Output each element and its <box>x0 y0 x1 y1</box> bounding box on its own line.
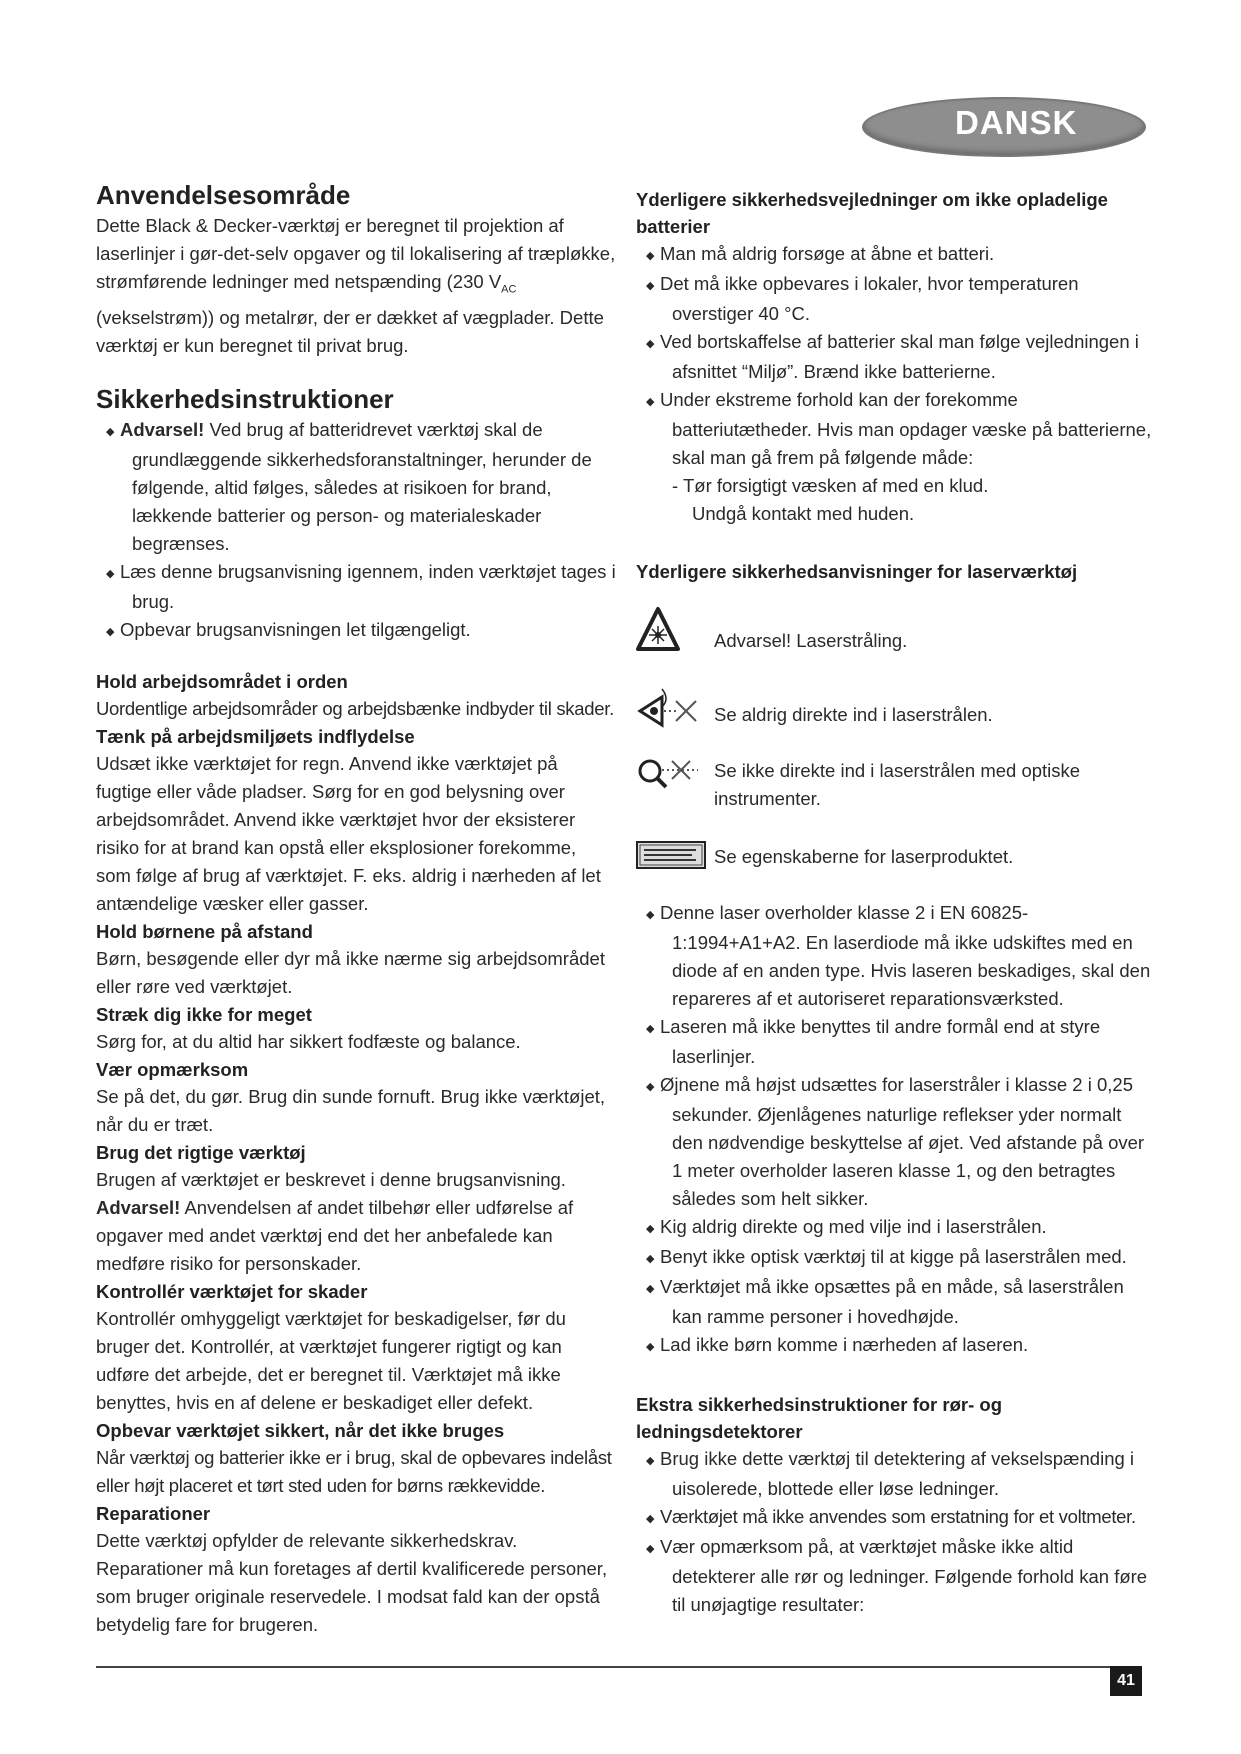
heading-batteries: Yderligere sikkerhedsvejledninger om ikke opladelige batterier <box>636 189 1108 237</box>
icon-row <box>636 753 1156 833</box>
subheading: Brug det rigtige værktøj <box>96 1141 306 1163</box>
subheading: Tænk på arbejdsmiljøets indflydelse <box>96 725 415 747</box>
icon-row <box>636 833 1156 899</box>
use-subscript: AC <box>501 283 517 296</box>
list-item: ◆ Værktøjet må ikke opsættes på en måde, så laserstrålen kan ramme personer i hovedhøjde. <box>646 1276 1124 1327</box>
icon-text: Se ikke direkte ind i laserstrålen med optiske instrumenter. <box>714 760 1081 809</box>
paragraph: Når værktøj og batterier ikke er i brug, skal de opbevares indelåst eller højt placeret et tørt sted uden for børns rækkevidde. <box>96 1446 612 1496</box>
list-item: ◆ Man må aldrig forsøge at åbne et batteri. <box>646 243 995 264</box>
right-column <box>636 186 1156 1619</box>
laser-warning-icon <box>636 605 706 655</box>
heading-safety: Sikkerhedsinstruktioner <box>96 383 394 414</box>
page-number: 41 <box>1110 1666 1142 1696</box>
paragraph: Børn, besøgende eller dyr må ikke nærme sig arbejdsområdet eller røre ved værktøjet. <box>96 947 605 997</box>
icon-text: Advarsel! Laserstråling. <box>714 630 908 651</box>
paragraph: Brugen af værktøjet er beskrevet i denne brugsanvisning. <box>96 1168 566 1190</box>
list-item: ◆ Værktøjet må ikke anvendes som erstatning for et voltmeter. <box>646 1506 1136 1527</box>
subheading: Hold børnene på afstand <box>96 920 313 942</box>
list-item: ◆ Kig aldrig direkte og med vilje ind i laserstrålen. <box>646 1216 1047 1237</box>
subheading: Opbevar værktøjet sikkert, når det ikke bruges <box>96 1419 505 1441</box>
paragraph: Uordentlige arbejdsområder og arbejdsbænke indbyder til skader. <box>96 697 614 719</box>
use-text-a: Dette Black & Decker-værktøj er beregnet til projektion af laserlinjer i gør-det-selv opgaver og til lokalisering af træpløkke, strømførende ledninger med netspænding (230 V <box>96 215 616 292</box>
list-item: ◆ Vær opmærksom på, at værktøjet måske ikke altid detekterer alle rør og ledninger. Følgende forhold kan føre til unøjagtige resultater: <box>646 1536 1148 1615</box>
paragraph: Se på det, du gør. Brug din sunde fornuft. Brug ikke værktøjet, når du er træt. <box>96 1085 606 1135</box>
icon-row <box>636 685 1156 753</box>
subheading: Reparationer <box>96 1502 211 1524</box>
paragraph: Sørg for, at du altid har sikkert fodfæste og balance. <box>96 1030 521 1052</box>
list-item: ◆ Læs denne brugsanvisning igennem, inden værktøjet tages i brug. <box>106 560 616 612</box>
icon-text: Se aldrig direkte ind i laserstrålen. <box>714 704 993 725</box>
laser-label-icon <box>636 833 706 883</box>
list-item: ◆ Denne laser overholder klasse 2 i EN 60825-1:1994+A1+A2. En laserdiode må ikke udskiftes med en diode af en anden type. Hvis laseren beskadiges, skal den repareres af et autoriseret reparationsværksted. <box>646 902 1151 1009</box>
paragraph: Kontrollér omhyggeligt værktøjet for beskadigelser, før du bruger det. Kontrollér, at værktøjet fungerer rigtigt og kan udføre det arbejde, det er beregnet til. Værktøjet må ikke benyttes, hvis en af delene er beskadiget eller defekt. <box>96 1307 566 1413</box>
subheading: Vær opmærksom <box>96 1058 249 1080</box>
language-tab-label: DANSK <box>955 104 1078 141</box>
icon-row <box>636 605 1156 685</box>
footer-rule <box>96 1666 1142 1668</box>
magnifier-beam-icon <box>636 753 706 803</box>
heading-laser: Yderligere sikkerhedsanvisninger for laserværktøj <box>636 561 1078 582</box>
subheading: Kontrollér værktøjet for skader <box>96 1280 368 1302</box>
icon-text: Se egenskaberne for laserproduktet. <box>714 846 1014 867</box>
list-item: ◆ Benyt ikke optisk værktøj til at kigge på laserstrålen med. <box>646 1246 1127 1267</box>
paragraph: Dette værktøj opfylder de relevante sikkerhedskrav. Reparationer må kun foretages af dertil kvalificerede personer, som bruger originale reservedele. I modsat fald kan der opstå betydelig fare for brugeren. <box>96 1529 608 1635</box>
sub-item: Undgå kontakt med huden. <box>692 503 915 524</box>
list-item: ◆ Ved bortskaffelse af batterier skal man følge vejledningen i afsnittet “Miljø”. Brænd ikke batterierne. <box>646 331 1139 382</box>
list-item: ◆ Lad ikke børn komme i nærheden af laseren. <box>646 1334 1029 1355</box>
use-paragraph <box>96 212 616 360</box>
eye-beam-icon <box>636 685 706 735</box>
heading-detectors: Ekstra sikkerhedsinstruktioner for rør- og ledningsdetektorer <box>636 1394 1002 1442</box>
list-item: ◆ Opbevar brugsanvisningen let tilgængeligt. <box>106 618 471 640</box>
sub-item: - Tør forsigtigt væsken af med en klud. <box>672 475 989 496</box>
paragraph: Udsæt ikke værktøjet for regn. Anvend ikke værktøjet på fugtige eller våde pladser. Sørg for en god belysning over arbejdsområdet. Anvend ikke værktøjet hvor der eksisterer risiko for at brand kan opstå eller eksplosioner forekomme, som følge af brug af værktøjet. F. eks. aldrig i nærheden af let antændelige væsker eller gasser. <box>96 752 601 914</box>
list-item: ◆ Under ekstreme forhold kan der forekomme batteriutætheder. Hvis man opdager væske på batterierne, skal man gå frem på følgende måde: <box>646 389 1152 468</box>
use-text-b: (vekselstrøm)) og metalrør, der er dækket af vægplader. Dette værktøj er kun beregnet til privat brug. <box>96 306 604 356</box>
left-column <box>96 178 616 1639</box>
list-item: ◆ Øjnene må højst udsættes for laserstråler i klasse 2 i 0,25 sekunder. Øjenlågenes naturlige reflekser yder normalt den nødvendige beskyttelse af øjet. Ved afstande på over 1 meter overholder laseren klasse 1, og den betragtes således som helt sikker. <box>646 1074 1145 1209</box>
subheading: Stræk dig ikke for meget <box>96 1003 312 1025</box>
list-item: ◆ Laseren må ikke benyttes til andre formål end at styre laserlinjer. <box>646 1016 1101 1067</box>
subheading: Hold arbejdsområdet i orden <box>96 670 348 692</box>
list-item: ◆ Det må ikke opbevares i lokaler, hvor temperaturen overstiger 40 °C. <box>646 273 1079 324</box>
heading-use: Anvendelsesområde <box>96 180 351 210</box>
list-item: ◆ Brug ikke dette værktøj til detektering af vekselspænding i uisolerede, blottede eller løse ledninger. <box>646 1448 1135 1499</box>
paragraph: Advarsel! Anvendelsen af andet tilbehør eller udførelse af opgaver med andet værktøj end det her anbefalede kan medføre risiko for personskader. <box>96 1196 574 1274</box>
list-item: ◆ Advarsel! Ved brug af batteridrevet værktøj skal de grundlæggende sikkerhedsforanstaltninger, herunder de følgende, altid følges, således at risikoen for brand, lækkende batterier og person- og materialeskader begrænses. <box>106 418 592 554</box>
